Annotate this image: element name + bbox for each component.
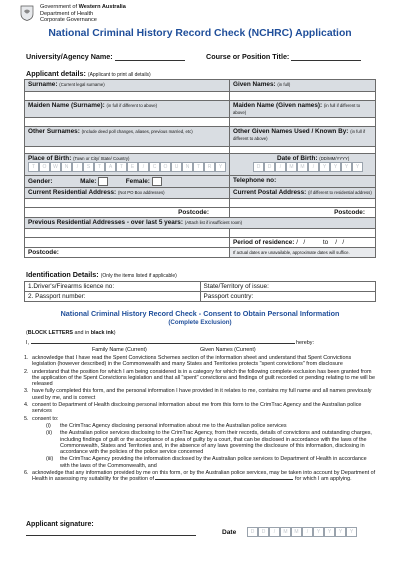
- agency-name-field[interactable]: [26, 52, 185, 61]
- pob-box[interactable]: N: [182, 162, 193, 172]
- family-name-caption: Family Name (Current): [92, 347, 147, 353]
- current-residential-field[interactable]: Current Residential Address: (Not PO Box addresses): [25, 188, 230, 199]
- course-label: Course or Position Title:: [206, 52, 290, 61]
- date-label: Date: [222, 529, 237, 536]
- date-box[interactable]: Y: [335, 527, 346, 537]
- pob-box[interactable]: E: [127, 162, 138, 172]
- pob-box[interactable]: T: [28, 162, 39, 172]
- approximate-dates-note: If actual dates are unavailable, approximate dates will suffice.: [230, 248, 376, 258]
- pob-box[interactable]: N: [61, 162, 72, 172]
- identification-table: [24, 281, 376, 302]
- pob-box[interactable]: /: [72, 162, 83, 172]
- pob-box[interactable]: C: [149, 162, 160, 172]
- date-box[interactable]: /: [302, 527, 313, 537]
- pob-box[interactable]: O: [39, 162, 50, 172]
- form-title: National Criminal History Record Check (NCHRC) Application: [48, 28, 352, 39]
- header-org1-bold: Western Australia: [78, 4, 126, 10]
- pob-box[interactable]: T: [193, 162, 204, 172]
- dob-box[interactable]: D: [253, 162, 264, 172]
- dob-box[interactable]: M: [297, 162, 308, 172]
- date-box[interactable]: /: [269, 527, 280, 537]
- other-surnames-field[interactable]: Other Surnames: (Include deed poll changes, aliases, previous married, etc): [25, 127, 230, 147]
- pob-box[interactable]: T: [94, 162, 105, 172]
- pob-box[interactable]: Y: [215, 162, 226, 172]
- pob-box[interactable]: U: [171, 162, 182, 172]
- applicant-signature-label: Applicant signature:: [26, 521, 94, 528]
- consent-subtitle: (Complete Exclusion): [168, 319, 232, 326]
- applicant-details-table: [24, 79, 376, 258]
- consent-title: National Criminal History Record Check - Consent to Obtain Personal Information: [60, 309, 340, 318]
- current-postal-field[interactable]: Current Postal Address: (if different to residential address): [230, 188, 376, 199]
- consent-item-6: 6. acknowledge that any information provided by me on this form, or by the Australian police services, may be taken into account by Department of Health in assessing my suitability for the position of for which I am applying.: [24, 470, 376, 483]
- consent-item: 3. have fully completed this form, and the personal information I have provided in it relates to me, contains my full name and all names previously used by me, and is correct: [24, 388, 372, 401]
- wa-government-crest-icon: [20, 5, 34, 21]
- pob-boxes[interactable]: [28, 162, 226, 172]
- course-title-field[interactable]: [206, 52, 361, 61]
- header-org1: Government of: [40, 4, 77, 10]
- dob-box[interactable]: M: [286, 162, 297, 172]
- consent-items: [24, 355, 376, 483]
- telephone-field[interactable]: Telephone no:: [230, 176, 376, 188]
- period-of-residence-field[interactable]: Period of residence: / / to / /: [230, 238, 376, 248]
- consent-item: 2. understand that the position for which I am being considered is in a category for which the following complete exclusion has been granted from the application of the Spent Convictions legislation and that all "spent" convictions and findings of guilt recorded or pending relating to me will be released: [24, 368, 376, 388]
- consent-subitem: (ii) the Australian police services disclosing to the CrimTrac Agency, from their records, details of convictions and outstanding charges, including findings of guilt or the acceptance of a plea of guilty by a court, that can be disclosed in accordance with the laws of the Commonwealth, States and Territories and, in the absence of any laws governing the disclosure of this information, disclosing in accordance with the policies of the police service concerned: [46, 430, 372, 456]
- passport-number-field[interactable]: 2. Passport number:: [25, 292, 201, 302]
- surname-field[interactable]: Surname: (Current legal surname): [25, 80, 230, 92]
- given-names-caption: Given Names (Current): [200, 347, 256, 353]
- pob-box[interactable]: W: [50, 162, 61, 172]
- date-box[interactable]: Y: [313, 527, 324, 537]
- consent-item: 5. consent to:: [24, 415, 59, 422]
- applicant-name-line[interactable]: I, hereby:: [26, 340, 314, 346]
- dob-box[interactable]: Y: [352, 162, 363, 172]
- postal-postcode[interactable]: Postcode:: [230, 208, 376, 218]
- course-line: [291, 53, 361, 61]
- header-org3: Corporate Governance: [40, 17, 97, 24]
- agency-label: University/Agency Name:: [26, 52, 113, 61]
- pob-box[interactable]: T: [116, 162, 127, 172]
- pob-box[interactable]: O: [160, 162, 171, 172]
- pob-box[interactable]: R: [204, 162, 215, 172]
- dob-box[interactable]: Y: [330, 162, 341, 172]
- identification-heading: Identification Details: (Only the items listed if applicable): [26, 270, 177, 279]
- other-given-field[interactable]: Other Given Names Used / Known By: (in full if different to above): [230, 127, 376, 147]
- date-box[interactable]: D: [247, 527, 258, 537]
- signature-date-boxes[interactable]: [247, 527, 357, 537]
- maiden-surname-field[interactable]: Maiden Name (Surname): (in full if different to above): [25, 101, 230, 118]
- male-checkbox[interactable]: [98, 177, 108, 186]
- pob-box[interactable]: S: [83, 162, 94, 172]
- pob-box[interactable]: A: [105, 162, 116, 172]
- place-of-birth-field[interactable]: Place of Birth: (Town or City/ State/ Country) T O W N / S T A T E / C O U N T R Y: [25, 154, 230, 176]
- applicant-details-heading: Applicant details: (Applicant to print all details): [26, 69, 151, 78]
- residential-postcode[interactable]: Postcode:: [25, 208, 230, 218]
- female-checkbox[interactable]: [152, 177, 162, 186]
- gender-field: Gender: Male: Female:: [25, 176, 230, 188]
- passport-country-field[interactable]: Passport country:: [200, 292, 375, 302]
- dob-box[interactable]: D: [264, 162, 275, 172]
- date-of-birth-field[interactable]: Date of Birth: (DD/MM/YYYY) D D / M M / Y Y Y Y: [230, 154, 376, 176]
- block-letters-note: (BLOCK LETTERS and in black ink): [26, 330, 116, 336]
- header-org2: Department of Health: [40, 10, 94, 17]
- signature-line[interactable]: [26, 535, 196, 536]
- dob-box[interactable]: Y: [319, 162, 330, 172]
- consent-subitem: (i) the CrimTrac Agency disclosing personal information about me to the Australian police services: [46, 422, 287, 429]
- agency-line: [115, 53, 185, 61]
- dob-box[interactable]: Y: [341, 162, 352, 172]
- dob-boxes[interactable]: [253, 162, 363, 172]
- date-box[interactable]: D: [258, 527, 269, 537]
- consent-item: 4. consent to Department of Health disclosing personal information about me from this form to the CrimTrac Agency and the Australian police services: [24, 402, 362, 415]
- previous-postcode[interactable]: Postcode:: [25, 248, 230, 258]
- date-box[interactable]: M: [291, 527, 302, 537]
- department-header: [40, 4, 126, 24]
- date-box[interactable]: M: [280, 527, 291, 537]
- consent-item: 1. acknowledge that I have read the Spent Convictions Schemes section of the information sheet and understand that Spent Convictions legislation (however described) in the Commonwealth and many States and Territories protects "spent convictions" from disclosure: [24, 355, 352, 368]
- licence-field[interactable]: 1.Driver's/Firearms licence no:: [25, 282, 201, 292]
- licence-state-field[interactable]: State/Territory of issue:: [200, 282, 375, 292]
- dob-box[interactable]: /: [308, 162, 319, 172]
- dob-box[interactable]: /: [275, 162, 286, 172]
- maiden-given-field[interactable]: Maiden Name (Given names): (in full if different to above): [230, 101, 376, 118]
- given-names-field[interactable]: Given Names: (in full): [230, 80, 376, 92]
- date-box[interactable]: Y: [324, 527, 335, 537]
- date-box[interactable]: Y: [346, 527, 357, 537]
- consent-subitem: (iii) the CrimTrac Agency providing the information disclosed by the Australian police services to Department of Health in accordance with the laws of the Commonwealth, and: [46, 456, 367, 469]
- previous-addresses-field[interactable]: Previous Residential Addresses - over last 5 years: (Attach list if insufficient room): [25, 218, 376, 229]
- pob-box[interactable]: /: [138, 162, 149, 172]
